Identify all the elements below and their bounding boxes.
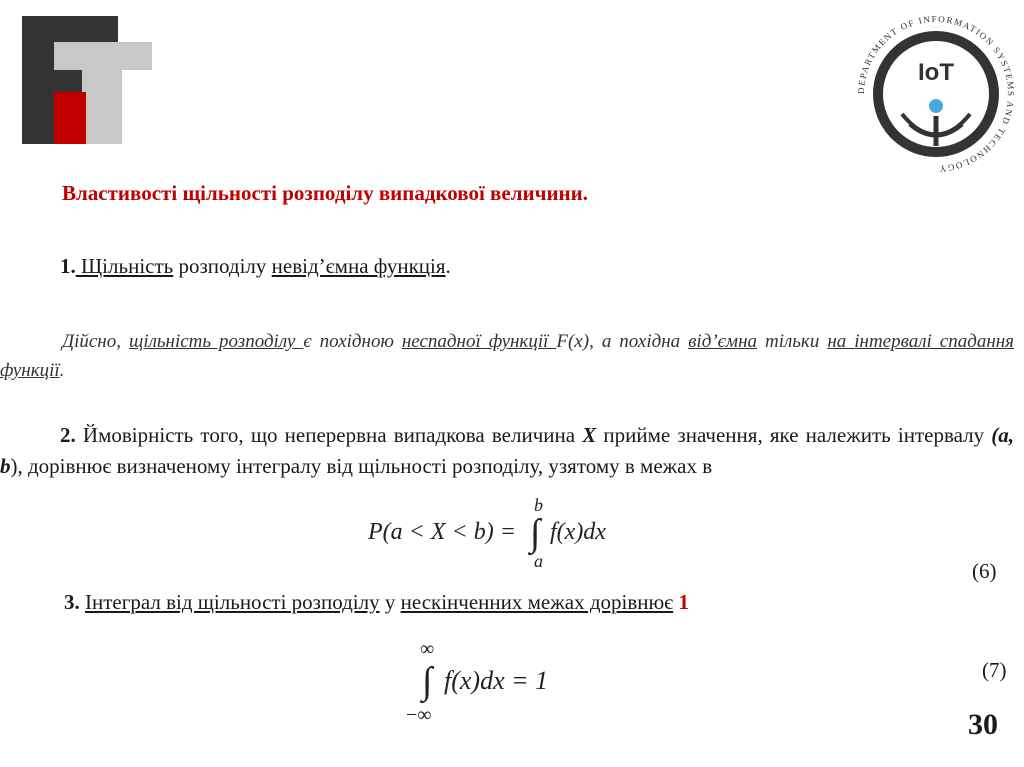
equation-number-6: (6) xyxy=(972,559,997,583)
text-run: від’ємна xyxy=(688,331,757,352)
variable: (a, b xyxy=(0,423,1014,478)
property-1-explanation xyxy=(0,327,1014,385)
integrand: f(x)dx xyxy=(550,519,606,545)
ft-logo xyxy=(20,14,154,146)
text-run: неспадної функції xyxy=(401,331,557,352)
text-run: . xyxy=(59,360,65,381)
text-run: Ймовірність того, що неперервна випадкова величина xyxy=(75,423,583,447)
property-number: 1. xyxy=(60,254,76,278)
text-run: прийме значення, яке належить інтервалу xyxy=(596,423,992,447)
text-run: . xyxy=(445,254,451,278)
text-run: ), дорівнює визначеному інтегралу від щільності розподілу, узятому в межах в xyxy=(10,454,713,478)
text-run: Дійсно, xyxy=(62,331,129,352)
integral-upper: ∞ xyxy=(420,638,435,660)
logo-iot-text: IoT xyxy=(918,59,954,86)
property-1 xyxy=(60,254,960,279)
property-3 xyxy=(64,590,964,615)
text-run: Інтеграл від щільності розподілу xyxy=(85,590,380,614)
page-number: 30 xyxy=(968,708,998,741)
variable: X xyxy=(582,423,597,447)
text-run: у xyxy=(379,590,401,614)
property-number: 3. xyxy=(64,590,80,614)
logo-ring-text: DEPARTMENT OF INFORMATION SYSTEMS AND TECHNOLOGY xyxy=(855,13,1017,175)
text-run: є похідною xyxy=(303,331,402,352)
slide-title: Властивості щільності розподілу випадкової величини. xyxy=(62,181,588,205)
text-run: Щільність xyxy=(75,254,174,278)
formula-6 xyxy=(362,493,632,573)
integral-lower: a xyxy=(534,551,543,571)
integral-upper: b xyxy=(534,495,543,515)
text-run: F(x), а похідна xyxy=(556,331,689,352)
text-run: на інтервалі спадання функції xyxy=(0,331,1014,381)
formula-7 xyxy=(404,637,584,727)
text-run: невід’ємна функція xyxy=(271,254,446,278)
integrand: f(x)dx = 1 xyxy=(444,666,549,695)
iot-department-logo xyxy=(846,6,1024,182)
property-2 xyxy=(0,420,1014,482)
text-run: розподілу xyxy=(173,254,272,278)
text-run: тільки xyxy=(757,331,828,352)
property-number: 2. xyxy=(60,423,76,447)
text-run: нескінченних межах дорівнює xyxy=(400,590,674,614)
value-one: 1 xyxy=(678,590,689,614)
integral-sign: ∫ xyxy=(530,512,541,554)
integral-sign: ∫ xyxy=(422,660,433,702)
text-run: щільність розподілу xyxy=(128,331,304,352)
equation-number-7: (7) xyxy=(982,658,1007,682)
formula-lhs: P(a < X < b) = xyxy=(368,519,516,545)
integral-lower: −∞ xyxy=(406,704,432,726)
